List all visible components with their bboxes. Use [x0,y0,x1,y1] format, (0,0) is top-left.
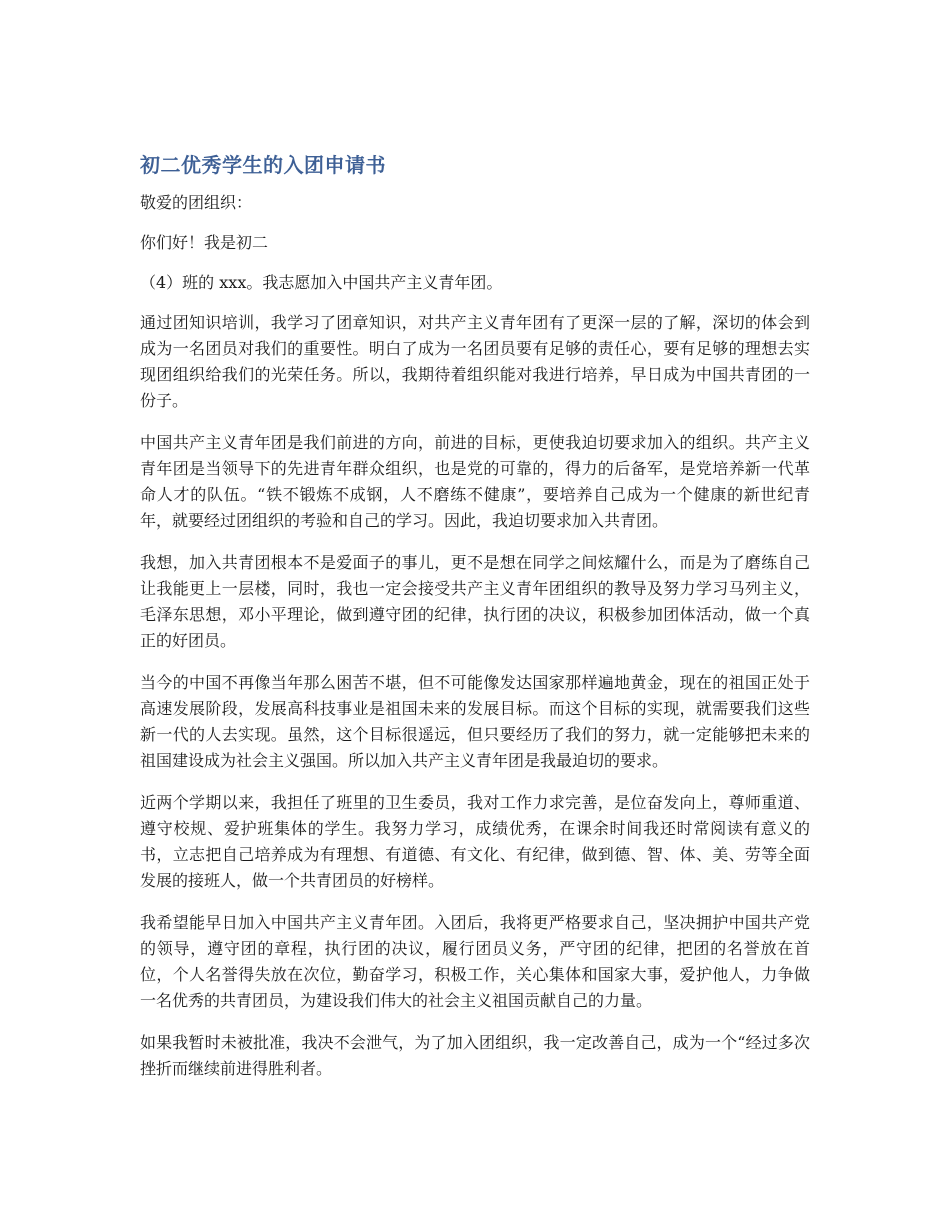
document-page [140,150,810,1098]
body-paragraph: 我希望能早日加入中国共产主义青年团。入团后，我将更严格要求自己，坚决拥护中国共产党的领导，遵守团的章程，执行团的决议，履行团员义务，严守团的纪律，把团的名誉放在首位，个人名誉得失放在次位，勤奋学习，积极工作，关心集体和国家大事，爱护他人，力争做一名优秀的共青团员，为建设我们伟大的社会主义祖国贡献自己的力量。 [140,913,810,1010]
salutation: 敬爱的团组织： [140,193,253,212]
closing-paragraph: 如果我暂时未被批准，我决不会泄气，为了加入团组织，我一定改善自己，成为一个“经过多次挫折而继续前进得胜利者。 [140,1033,810,1078]
body-paragraph: 近两个学期以来，我担任了班里的卫生委员，我对工作力求完善，是位奋发向上，尊师重道、遵守校规、爱护班集体的学生。我努力学习，成绩优秀，在课余时间我还时常阅读有意义的书，立志把自己培养成为有理想、有道德、有文化、有纪律，做到德、智、体、美、劳等全面发展的接班人，做一个共青团员的好榜样。 [140,793,810,890]
body-paragraph: 通过团知识培训，我学习了团章知识，对共产主义青年团有了更深一层的了解，深切的体会到成为一名团员对我们的重要性。明白了成为一名团员要有足够的责任心，要有足够的理想去实现团组织给我们的光荣任务。所以，我期待着组织能对我进行培养，早日成为中国共青团的一份子。 [140,313,810,410]
body-paragraph: 中国共产主义青年团是我们前进的方向，前进的目标，更使我迫切要求加入的组织。共产主义青年团是当领导下的先进青年群众组织，也是党的可靠的，得力的后备军，是党培养新一代革命人才的队伍。“铁不锻炼不成钢，人不磨练不健康”，要培养自己成为一个健康的新世纪青年，就要经过团组织的考验和自己的学习。因此，我迫切要求加入共青团。 [140,433,810,530]
body-paragraph: 我想，加入共青团根本不是爱面子的事儿，更不是想在同学之间炫耀什么，而是为了磨练自己让我能更上一层楼，同时，我也一定会接受共产主义青年团组织的教导及努力学习马列主义，毛泽东思想，邓小平理论，做到遵守团的纪律，执行团的决议，积极参加团体活动，做一个真正的好团员。 [140,553,810,650]
body-paragraph: 当今的中国不再像当年那么困苦不堪，但不可能像发达国家那样遍地黄金，现在的祖国正处于高速发展阶段，发展高科技事业是祖国未来的发展目标。而这个目标的实现，就需要我们这些新一代的人去实现。虽然，这个目标很遥远，但只要经历了我们的努力，就一定能够把未来的祖国建设成为社会主义强国。所以加入共产主义青年团是我最迫切的要求。 [140,673,810,770]
greeting: 你们好！我是初二 [140,233,269,252]
intro-line: （4）班的 xxx。我志愿加入中国共产主义青年团。 [140,273,503,292]
document-title: 初二优秀学生的入团申请书 [140,153,386,177]
